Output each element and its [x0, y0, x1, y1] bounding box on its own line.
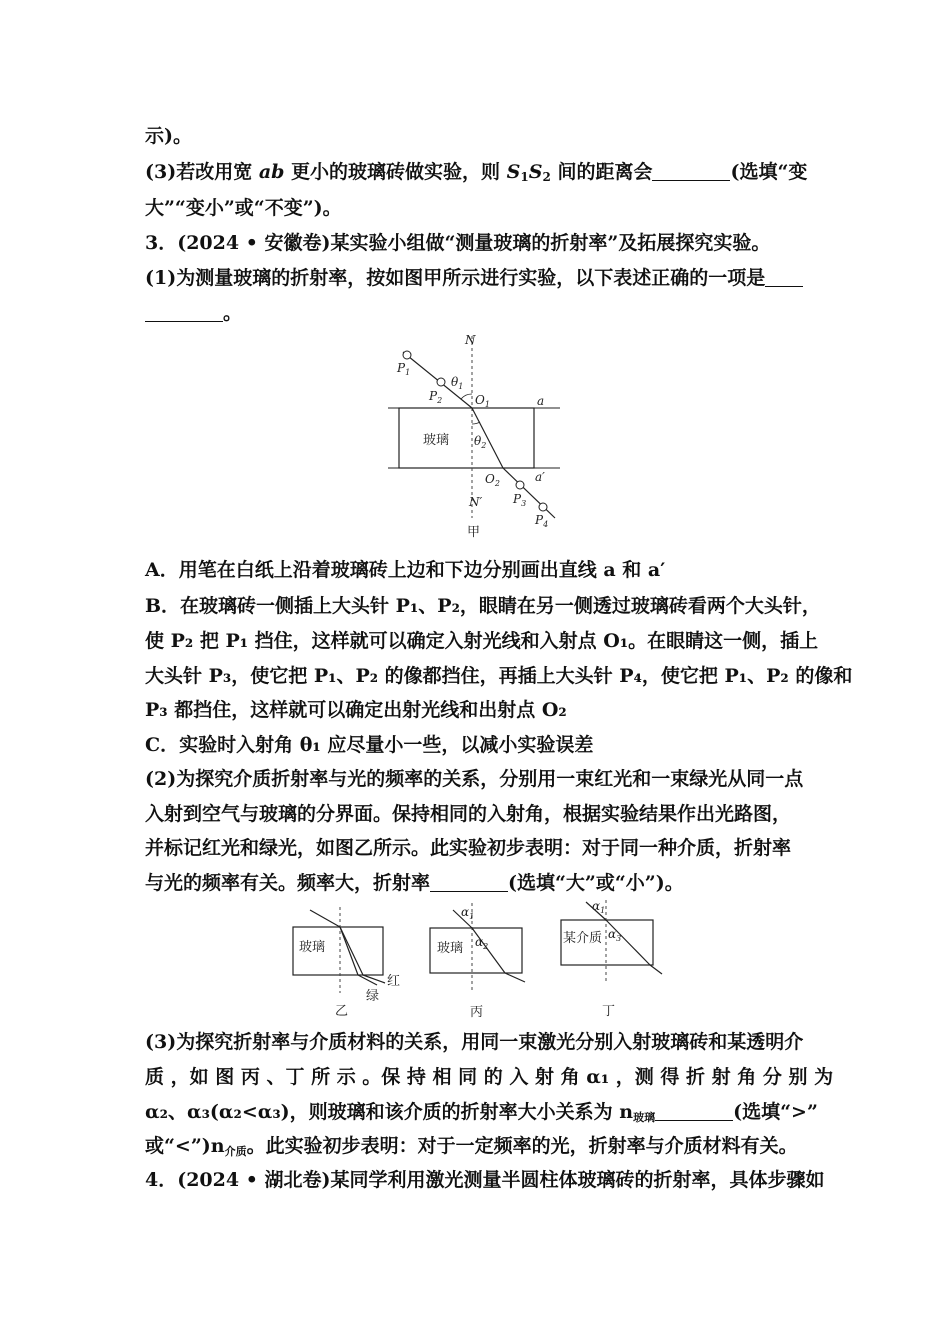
label-n: N — [465, 333, 476, 347]
figure-jia — [385, 328, 585, 548]
label-alpha3: $\alpha_3$ — [608, 927, 622, 943]
figure-yi — [285, 905, 410, 1020]
emergent-ray — [505, 973, 525, 982]
option-b-line-4: P₃ 都挡住，这样就可以确定出射光线和出射点 O₂ — [145, 699, 567, 721]
answer-blank[interactable] — [655, 1102, 733, 1121]
label-p4: $P_4$ — [535, 513, 549, 529]
part-3-line-2: 质 ，如 图 丙 、丁 所 示 。保 持 相 同 的 入 射 角 α₁ ，测 得 折 射 角 分 别 为 — [145, 1066, 834, 1088]
option-c: C．实验时入射角 θ₁ 应尽量小一些，以减小实验误差 — [145, 734, 594, 756]
caption-ding: 丁 — [602, 1004, 616, 1019]
label-alpha1: $\alpha_1$ — [592, 899, 606, 915]
label-glass: 玻璃 — [437, 941, 464, 956]
figure-bing — [425, 900, 535, 1020]
question-3-title: 3．(2024 • 安徽卷)某实验小组做“测量玻璃的折射率”及拓展探究实验。 — [145, 232, 771, 254]
answer-blank[interactable] — [430, 873, 508, 892]
label-alpha2: $\alpha_2$ — [475, 935, 489, 951]
pin-p3 — [516, 481, 524, 489]
answer-blank[interactable] — [652, 162, 730, 181]
option-a: A．用笔在白纸上沿着玻璃砖上边和下边分别画出直线 a 和 a′ — [145, 559, 666, 581]
refracted-ray-red — [340, 927, 363, 975]
pin-p4 — [539, 503, 547, 511]
label-o1: $O_1$ — [475, 393, 490, 409]
part-2-line-1: (2)为探究介质折射率与光的频率的关系，分别用一束红光和一束绿光从同一点 — [145, 768, 804, 790]
part-3-line-3: α₂、α₃(α₂<α₃)，则玻璃和该介质的折射率大小关系为 $n_{玻璃}$ (选填“>” — [145, 1101, 818, 1124]
label-theta1: $\theta_1$ — [451, 375, 464, 391]
label-alpha1: $\alpha_1$ — [461, 905, 475, 921]
answer-blank[interactable] — [765, 268, 803, 287]
part-2-line-3: 并标记红光和绿光，如图乙所示。此实验初步表明：对于同一种介质，折射率 — [145, 837, 792, 859]
label-o2: $O_2$ — [485, 472, 500, 488]
part-2-line-4: 与光的频率有关。频率大，折射率 (选填“大”或“小”)。 — [145, 872, 684, 894]
part-3-line-4: 或“$<”)n_{介质}$。此实验初步表明：对于一定频率的光，折射率与介质材料有关。 — [145, 1135, 798, 1158]
glass-block — [399, 408, 534, 468]
label-red: 红 — [387, 974, 401, 989]
incident-ray — [310, 910, 340, 927]
label-theta2: $\theta_2$ — [474, 434, 487, 450]
caption-bing: 丙 — [470, 1005, 484, 1020]
label-p1: $P_1$ — [397, 361, 411, 377]
emergent-ray — [503, 468, 555, 518]
label-glass: 玻璃 — [423, 433, 450, 448]
question-3-part-3: (3)若改用宽 ab 更小的玻璃砖做实验，则 $S_1S_2$ 间的距离会 (选填“变 — [145, 161, 808, 184]
refracted-ray-green — [340, 927, 358, 975]
pin-p2 — [437, 378, 445, 386]
part-3-line-1: (3)为探究折射率与介质材料的关系，用同一束激光分别入射玻璃砖和某透明介 — [145, 1031, 804, 1053]
label-n-prime: N′ — [469, 495, 483, 509]
answer-blank[interactable] — [145, 303, 223, 322]
text-line-3: 大”“变小”或“不变”)。 — [145, 197, 342, 219]
caption-yi: 乙 — [335, 1004, 349, 1019]
part-2-line-2: 入射到空气与玻璃的分界面。保持相同的入射角，根据实验结果作出光路图， — [145, 803, 792, 825]
emergent-ray — [650, 965, 662, 974]
figure-ding — [558, 898, 668, 1020]
question-3-part-1: (1)为测量玻璃的折射率，按如图甲所示进行实验，以下表述正确的一项是 — [145, 266, 803, 290]
label-p2: $P_2$ — [429, 389, 443, 405]
caption-jia: 甲 — [467, 525, 481, 540]
label-glass: 玻璃 — [299, 940, 326, 955]
label-p3: $P_3$ — [513, 492, 527, 508]
text-line-6: 。 — [145, 301, 242, 325]
label-a: a — [537, 394, 545, 408]
question-4-title: 4．(2024 • 湖北卷)某同学利用激光测量半圆柱体玻璃砖的折射率，具体步骤如 — [145, 1169, 825, 1191]
option-b-line-2: 使 P₂ 把 P₁ 挡住，这样就可以确定入射光线和入射点 O₁。在眼睛这一侧，插上 — [145, 630, 819, 652]
label-green: 绿 — [366, 989, 380, 1004]
label-a-prime: a′ — [535, 470, 545, 484]
option-b-line-1: B．在玻璃砖一侧插上大头针 P₁、P₂，眼睛在另一侧透过玻璃砖看两个大头针， — [145, 595, 821, 617]
text-line-1: 示)。 — [145, 125, 192, 147]
label-medium: 某介质 — [563, 931, 603, 946]
pin-p1 — [403, 351, 411, 359]
option-b-line-3: 大头针 P₃，使它把 P₁、P₂ 的像都挡住，再插上大头针 P₄，使它把 P₁、P₂ 的像和 — [145, 665, 853, 687]
